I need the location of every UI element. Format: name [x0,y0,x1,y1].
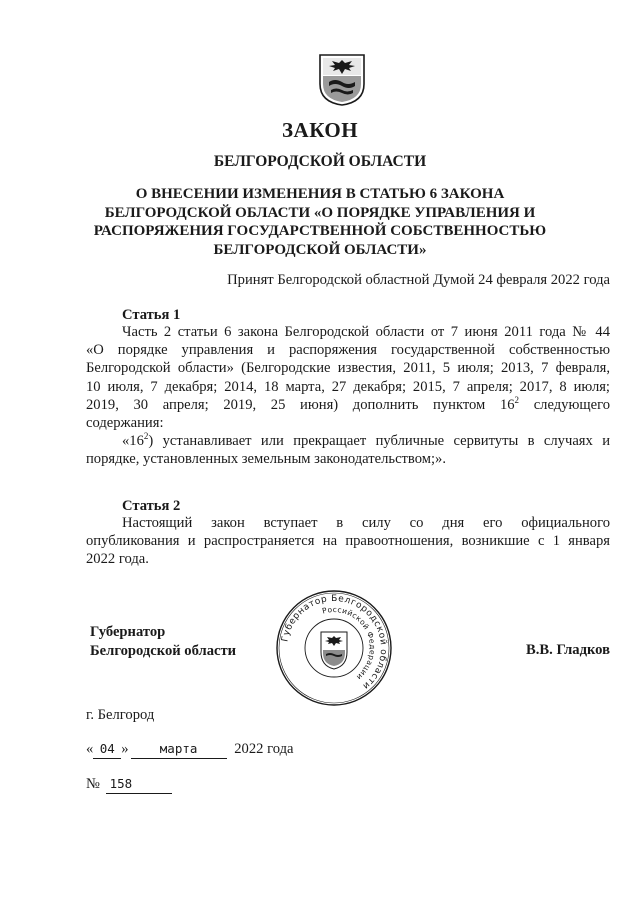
number-value: 158 [106,775,172,794]
law-name [0,185,640,259]
article-1-line: «О порядке управления и распоряжения государственной собственностью [86,342,610,359]
article-1-point-line: порядке, установленных земельным законодательством;». [86,451,446,468]
law-name-line: О ВНЕСЕНИИ ИЗМЕНЕНИЯ В СТАТЬЮ 6 ЗАКОНА [135,186,505,202]
coat-of-arms-emblem [317,52,367,107]
article-2-heading: Статья 2 [122,498,181,514]
law-number [86,775,172,794]
signatory-position-line: Белгородской области [90,643,237,659]
signing-date [86,740,294,759]
article-2-body [86,514,610,569]
city: г. Белгород [86,707,155,723]
official-seal [274,588,394,708]
article-1-point: «$16^2$) устанавливает или прекращает публичные сервитуты в случаях и [122,431,610,450]
date-quote-open: « [86,741,94,757]
date-day: 04 [93,740,121,759]
adoption-note: Принят Белгородской областной Думой 24 февраля 2022 года [227,272,610,288]
signatory-position [90,623,236,661]
article-1-line: 2019, 30 апреля; 2019, 25 июня) дополнить пунктом $16^2$ следующего [86,394,611,413]
date-month: марта [131,740,227,759]
seal-outer-text: Губернатор Белгородской области [280,593,389,692]
signatory-position-line: Губернатор [90,624,166,640]
article-1-line: Белгородской области» (Белгородские известия, 2011, 5 июля; 2013, 7 февраля, [86,360,610,377]
article-1-line: содержания: [86,415,164,432]
law-name-line: БЕЛГОРОДСКОЙ ОБЛАСТИ «О ПОРЯДКЕ УПРАВЛЕНИЯ И [104,204,536,221]
document-title: ЗАКОН [281,118,359,142]
signatory-name: В.В. Гладков [526,642,610,658]
article-1-body [86,323,610,469]
number-label: № [86,776,100,792]
article-1-line: Часть 2 статьи 6 закона Белгородской области от 7 июня 2011 года № 44 [122,324,610,340]
date-year: 2022 года [234,741,294,757]
law-name-line: РАСПОРЯЖЕНИЯ ГОСУДАРСТВЕННОЙ СОБСТВЕННОСТЬЮ [93,223,547,239]
article-1-heading: Статья 1 [122,307,181,323]
seal-inner-text: Российской Федерации [321,604,378,682]
article-2-line: Настоящий закон вступает в силу со дня его официального [122,515,610,531]
law-name-line: БЕЛГОРОДСКОЙ ОБЛАСТИ» [213,241,427,258]
article-2-line: 2022 года. [86,551,149,568]
article-1-line: 10 июля, 7 декабря; 2014, 18 марта, 27 декабря; 2015, 7 апреля; 2017, 8 июля; [86,378,610,395]
date-quote-close: » [121,741,129,757]
article-2-line: опубликования и распространяется на правоотношения, возникшие с 1 января [86,533,610,550]
document-subtitle: БЕЛГОРОДСКОЙ ОБЛАСТИ [213,153,427,170]
